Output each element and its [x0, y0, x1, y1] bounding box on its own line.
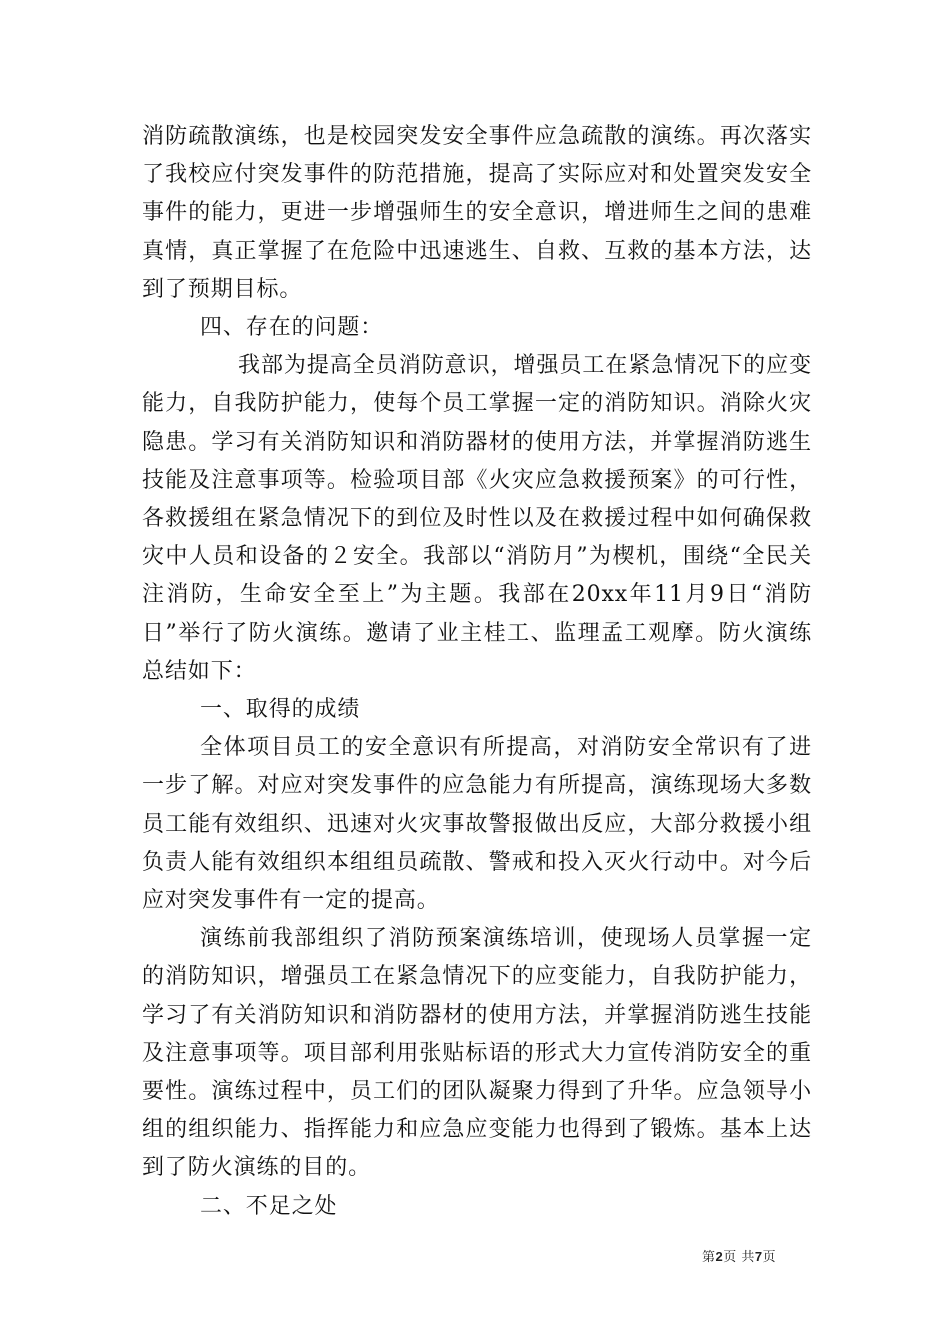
- heading-existing-problems: 四、存在的问题：: [200, 315, 384, 341]
- paragraph-drill-purpose: 我部为提高全员消防意识，增强员工在紧急情况下的应变能力，自我防护能力，使每个员工掌握一定的消防知识。消除火灾隐患。学习有关消防知识和消防器材的使用方法，并掌握消防逃生技能及注意事项等。检验项目部《火灾应急救援预案》的可行性，各救援组在紧急情况下的到位及时性以及在救援过程中如何确保救灾中人员和设备的２安全。我部以“消防月”为楔机，围绕“全民关注消防，生命安全至上”为主题。我部在20xx年11月9日“消防日”举行了防火演练。邀请了业主桂工、监理孟工观摩。防火演练总结如下：: [142, 353, 812, 684]
- footer-suffix: 页: [762, 1250, 777, 1265]
- paragraph-training: 演练前我部组织了消防预案演练培训，使现场人员掌握一定的消防知识，增强员工在紧急情况下的应变能力，自我防护能力，学习了有关消防知识和消防器材的使用方法，并掌握消防逃生技能及注意事项等。项目部利用张贴标语的形式大力宣传消防安全的重要性。演练过程中，员工们的团队凝聚力得到了升华。应急领导小组的组织能力、指挥能力和应急应变能力也得到了锻炼。基本上达到了防火演练的目的。: [142, 926, 812, 1181]
- paragraph-intro: 消防疏散演练，也是校园突发安全事件应急疏散的演练。再次落实了我校应付突发事件的防范措施，提高了实际应对和处置突发安全事件的能力，更进一步增强师生的安全意识，增进师生之间的患难真情，真正掌握了在危险中迅速逃生、自救、互救的基本方法，达到了预期目标。: [142, 124, 812, 302]
- paragraph-achievements: 全体项目员工的安全意识有所提高，对消防安全常识有了进一步了解。对应对突发事件的应急能力有所提高，演练现场大多数员工能有效组织、迅速对火灾事故警报做出反应，大部分救援小组负责人能有效组织本组组员疏散、警戒和投入灭火行动中。对今后应对突发事件有一定的提高。: [142, 735, 812, 914]
- current-page-number: 2: [715, 1249, 724, 1264]
- heading-achievements: 一、取得的成绩: [200, 697, 361, 723]
- document-body: [142, 118, 812, 1226]
- total-page-number: 7: [754, 1249, 763, 1264]
- heading-shortcomings: 二、不足之处: [200, 1193, 338, 1219]
- page-number-footer: [702, 1246, 776, 1265]
- footer-middle: 页 共: [723, 1250, 755, 1265]
- footer-prefix: 第: [702, 1250, 716, 1265]
